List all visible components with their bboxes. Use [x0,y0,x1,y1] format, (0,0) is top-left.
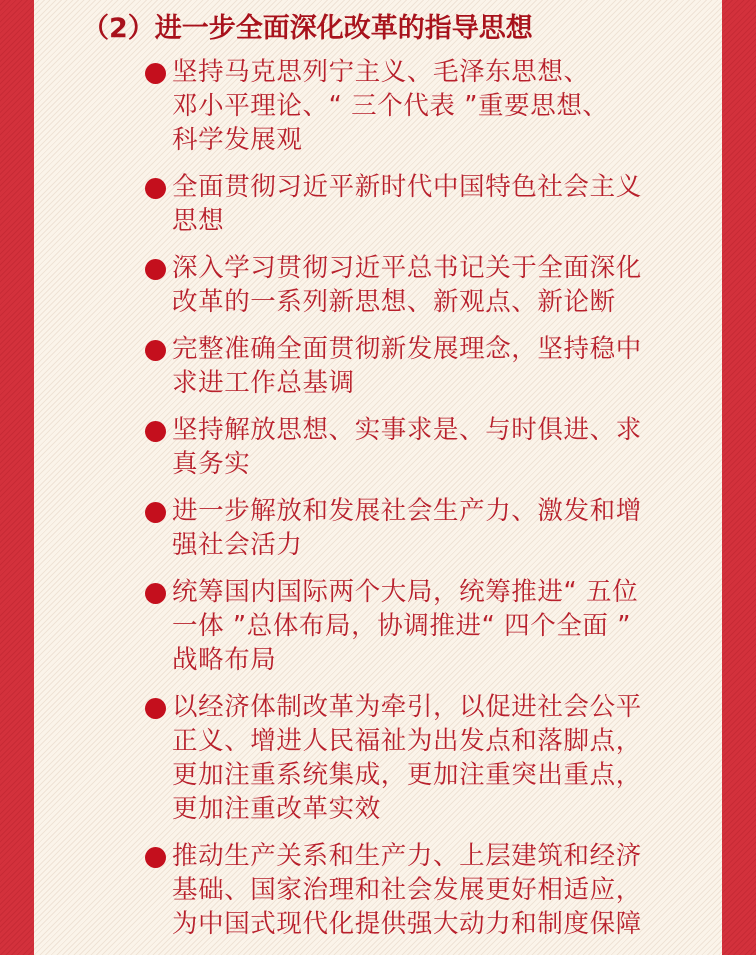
item-text-line: 正义、增进人民福祉为出发点和落脚点， [172,726,642,756]
right-red-border [722,0,756,955]
item-text-line: 进一步解放和发展社会生产力、激发和增 [172,496,642,526]
item-text-line: 更加注重改革实效 [172,794,381,824]
bullet-dot-icon [145,502,166,523]
item-text-line: 推动生产关系和生产力、上层建筑和经济 [172,841,642,871]
list-item [143,55,723,157]
list-item [143,413,723,481]
bullet-dot-icon [145,583,166,604]
list-item [143,494,723,562]
item-text-line: 求进工作总基调 [172,368,355,398]
bullet-dot-icon [145,847,166,868]
item-text-line: 坚持解放思想、实事求是、与时俱进、求 [172,415,642,445]
list-item [143,575,723,677]
bullet-dot-icon [145,259,166,280]
item-text-line: 更加注重系统集成，更加注重突出重点， [172,760,642,790]
item-text-line: 坚持马克思列宁主义、毛泽东思想、 [172,57,590,87]
item-text-line: 基础、国家治理和社会发展更好相适应， [172,875,642,905]
item-text-line: 战略布局 [172,645,277,675]
item-text-line: 科学发展观 [172,125,303,155]
bullet-dot-icon [145,421,166,442]
item-text-line: 思想 [172,206,225,236]
section-title: （2）进一步全面深化改革的指导思想 [82,13,533,44]
item-text-line: 邓小平理论、“ 三个代表 ”重要思想、 [172,91,609,121]
guiding-principles-list [143,55,723,954]
list-item [143,690,723,826]
item-text-line: 深入学习贯彻习近平总书记关于全面深化 [172,253,642,283]
item-text-line: 全面贯彻习近平新时代中国特色社会主义 [172,172,642,202]
item-text-line: 一体 ”总体布局，协调推进“ 四个全面 ” [172,611,632,641]
item-text-line: 改革的一系列新思想、新观点、新论断 [172,287,616,317]
bullet-dot-icon [145,698,166,719]
list-item [143,251,723,319]
list-item [143,839,723,941]
list-item [143,332,723,400]
item-text-line: 真务实 [172,449,251,479]
bullet-dot-icon [145,340,166,361]
bullet-dot-icon [145,63,166,84]
item-text-line: 为中国式现代化提供强大动力和制度保障 [172,909,642,939]
bullet-dot-icon [145,178,166,199]
item-text-line: 强社会活力 [172,530,303,560]
item-text-line: 完整准确全面贯彻新发展理念，坚持稳中 [172,334,642,364]
list-item [143,170,723,238]
left-red-border [0,0,34,955]
item-text-line: 以经济体制改革为牵引，以促进社会公平 [172,692,642,722]
item-text-line: 统筹国内国际两个大局，统筹推进“ 五位 [172,577,639,607]
